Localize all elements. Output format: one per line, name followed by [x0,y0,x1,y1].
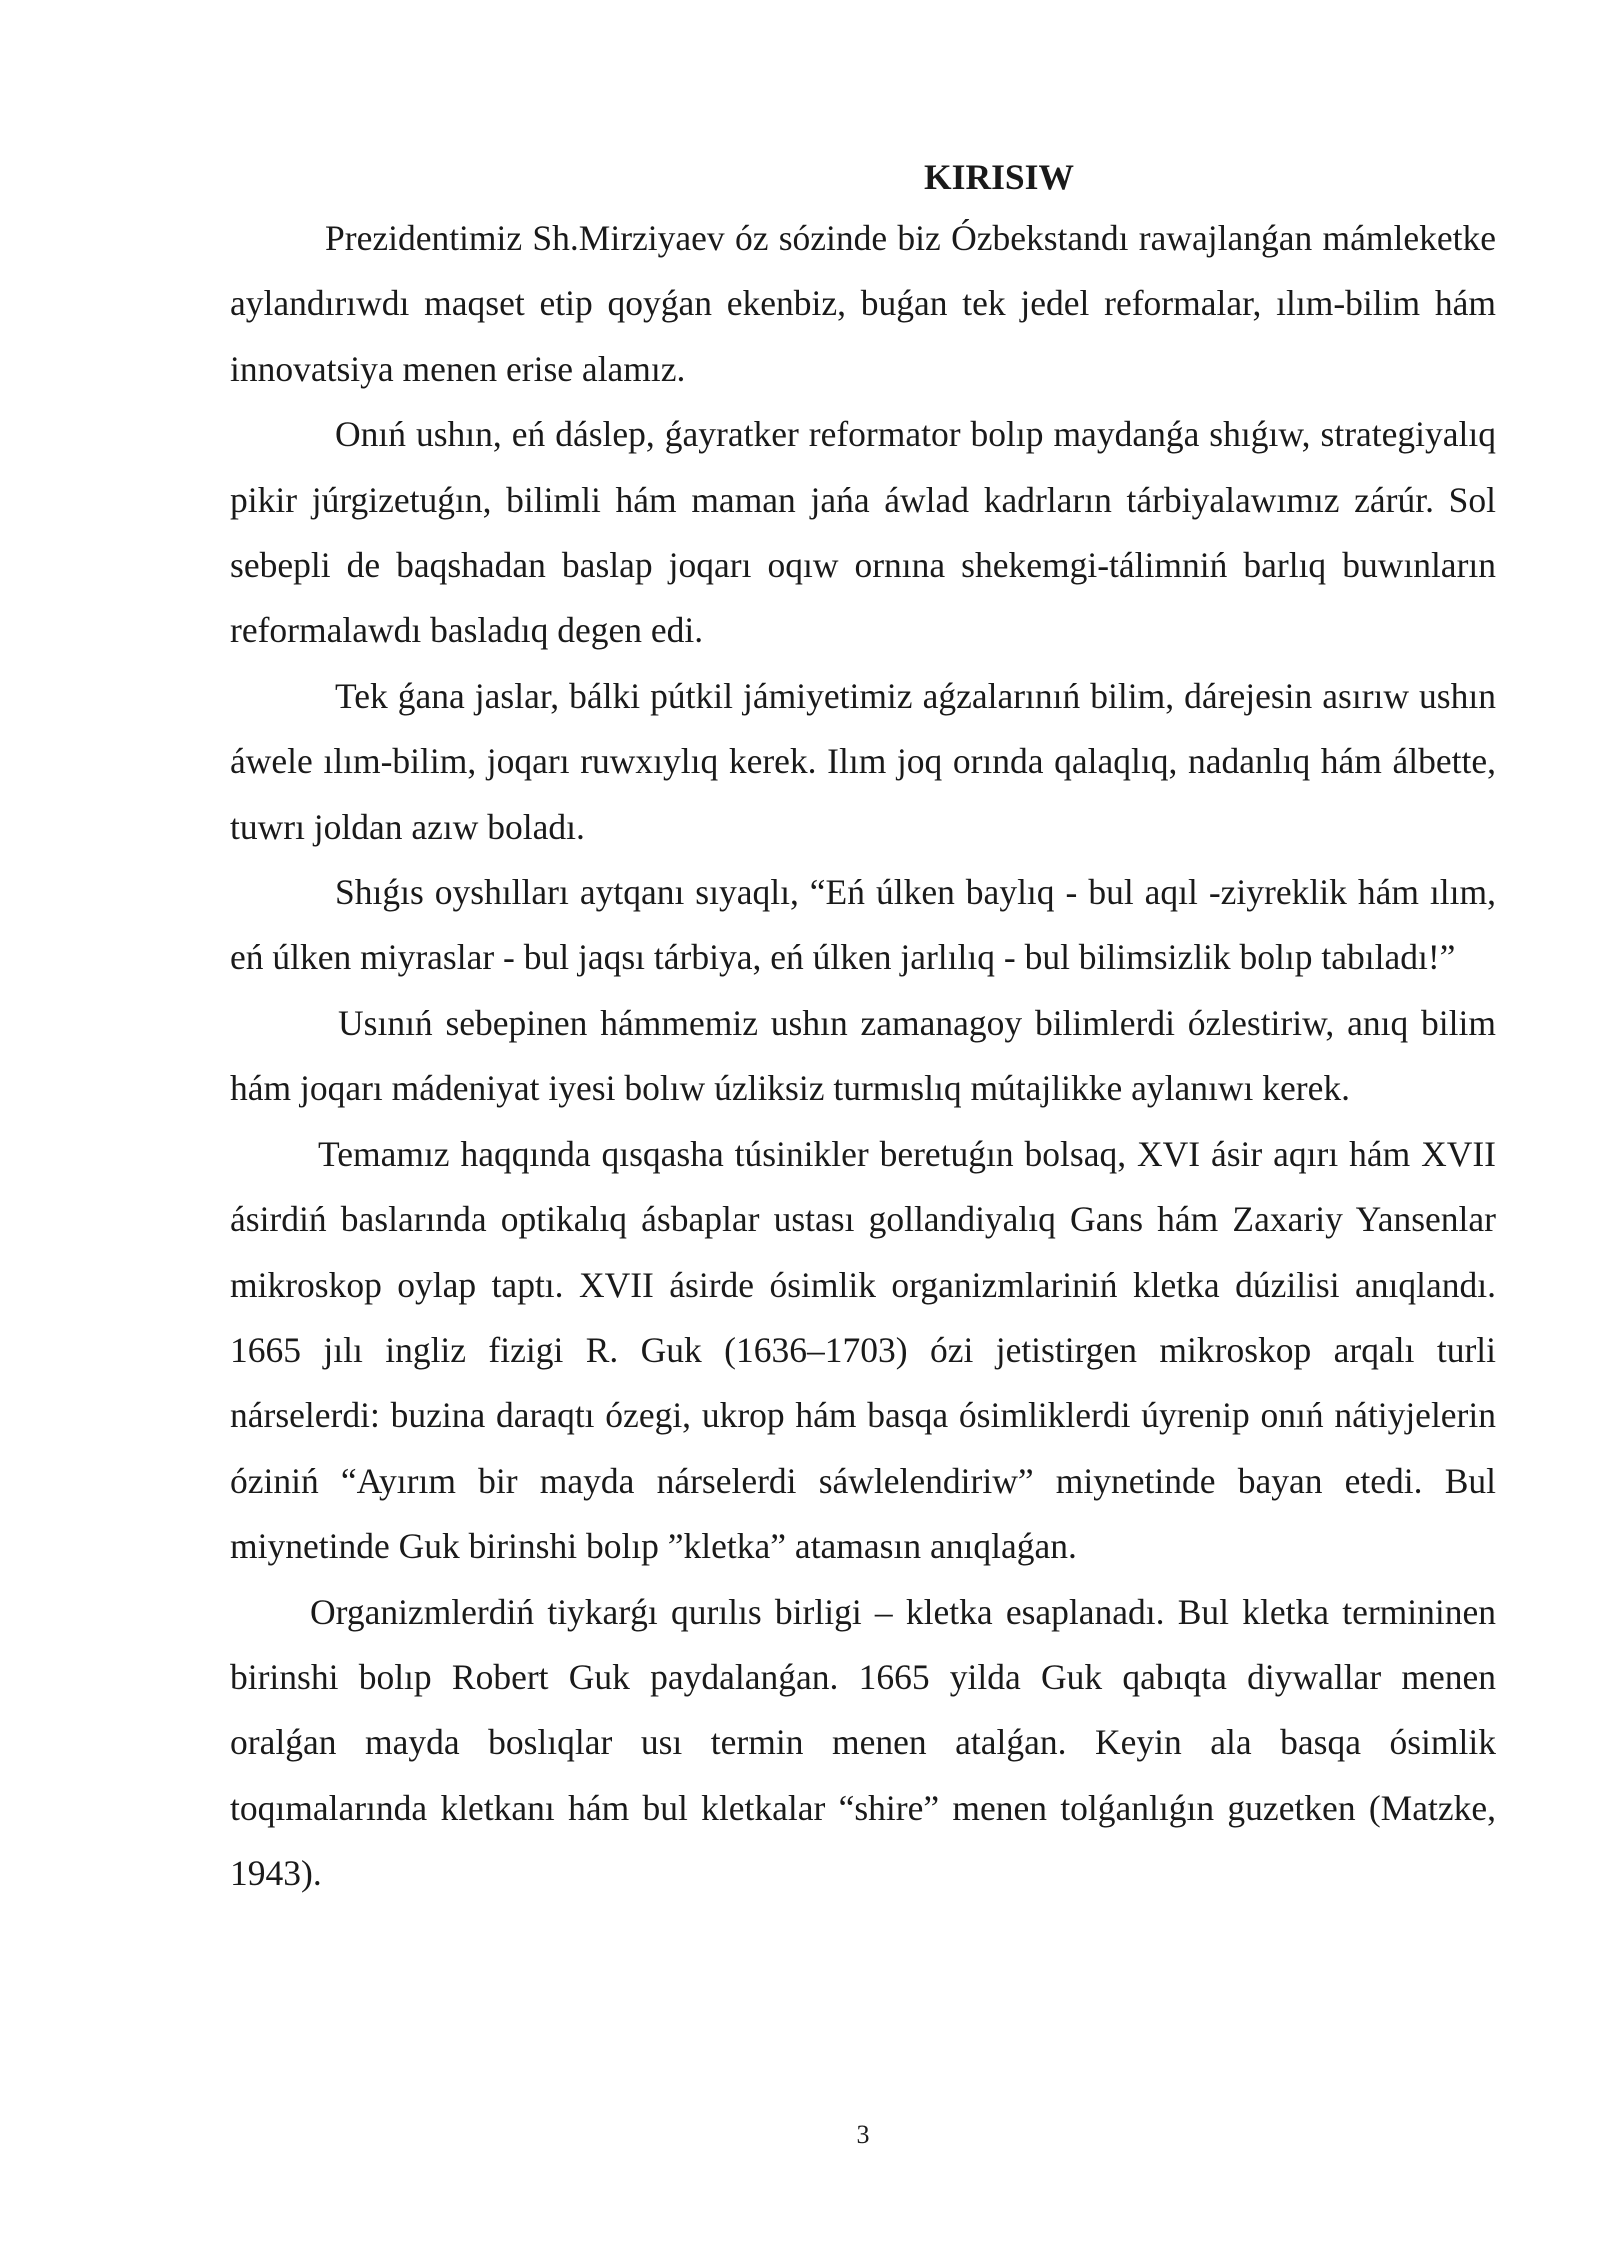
paragraph: Onıń ushın, eń dáslep, ǵayratker reformator bolıp maydanǵa shıǵıw, strategiyalıq pikir júrgizetuǵın, bilimli hám maman jańa áwlad kadrların tárbiyalawımız zárúr. Sol sebepli de baqshadan baslap joqarı oqıw ornına shekemgi-tálimniń barlıq buwınların reformalawdı basladıq degen edi. [230,414,1496,651]
paragraph: Prezidentimiz Sh.Mirziyaev óz sózinde biz Ózbekstandı rawajlanǵan mámleketke aylandırıwdı maqset etip qoyǵan ekenbiz, buǵan tek jedel reformalar, ılım-bilim hám innovatsiya menen erise alamız. [230,218,1496,389]
paragraph: Organizmlerdiń tiykarǵı qurılıs birligi – kletka esaplanadı. Bul kletka termininen birinshi bolıp Robert Guk paydalanǵan. 1665 yilda Guk qabıqta diywallar menen oralǵan mayda boslıqlar usı termin menen atalǵan. Keyin ala basqa ósimlik toqımalarında kletkanı hám bul kletkalar “shire” menen tolǵanlıǵın guzetken (Matzke, 1943). [230,1591,1496,1894]
page-number: 3 [856,2120,870,2149]
document-body [230,148,1496,1907]
paragraph: Usınıń sebepinen hámmemiz ushın zamanagoy bilimlerdi ózlestiriw, anıq bilim hám joqarı mádeniyat iyesi bolıw úzliksiz turmıslıq mútajlikke aylanıwı kerek. [230,1002,1496,1109]
paragraph: Tek ǵana jaslar, bálki pútkil jámiyetimiz aǵzalarınıń bilim, dárejesin asırıw ushın áwele ılım-bilim, joqarı ruwxıylıq kerek. Ilım joq orında qalaqlıq, nadanlıq hám álbette, tuwrı joldan azıw boladı. [230,675,1496,847]
paragraph: Shıǵıs oyshılları aytqanı sıyaqlı, “Eń úlken baylıq - bul aqıl -ziyreklik hám ılım, eń úlken miyraslar - bul jaqsı tárbiya, eń úlken jarlılıq - bul bilimsizlik bolıp tabıladı!” [230,872,1496,978]
document-title: KIRISIW [924,157,1074,197]
paragraph: Temamız haqqında qısqasha túsinikler beretuǵın bolsaq, XVI ásir aqırı hám XVII ásirdiń baslarında optikalıq ásbaplar ustası gollandiyalıq Gans hám Zaxariy Yansenlar mikroskop oylap taptı. XVII ásirde ósimlik organizmlariniń kletka dúzilisi anıqlandı. 1665 jılı ingliz fizigi R. Guk (1636–1703) ózi jetistirgen mikroskop arqalı turli nárselerdi: buzina daraqtı ózegi, ukrop hám basqa ósimliklerdi úyrenip onıń nátiyjelerin óziniń “Ayırım bir mayda nárselerdi sáwlelendiriw” miynetinde bayan etedi. Bul miynetinde Guk birinshi bolıp ”kletka” atamasın anıqlaǵan. [230,1133,1496,1567]
